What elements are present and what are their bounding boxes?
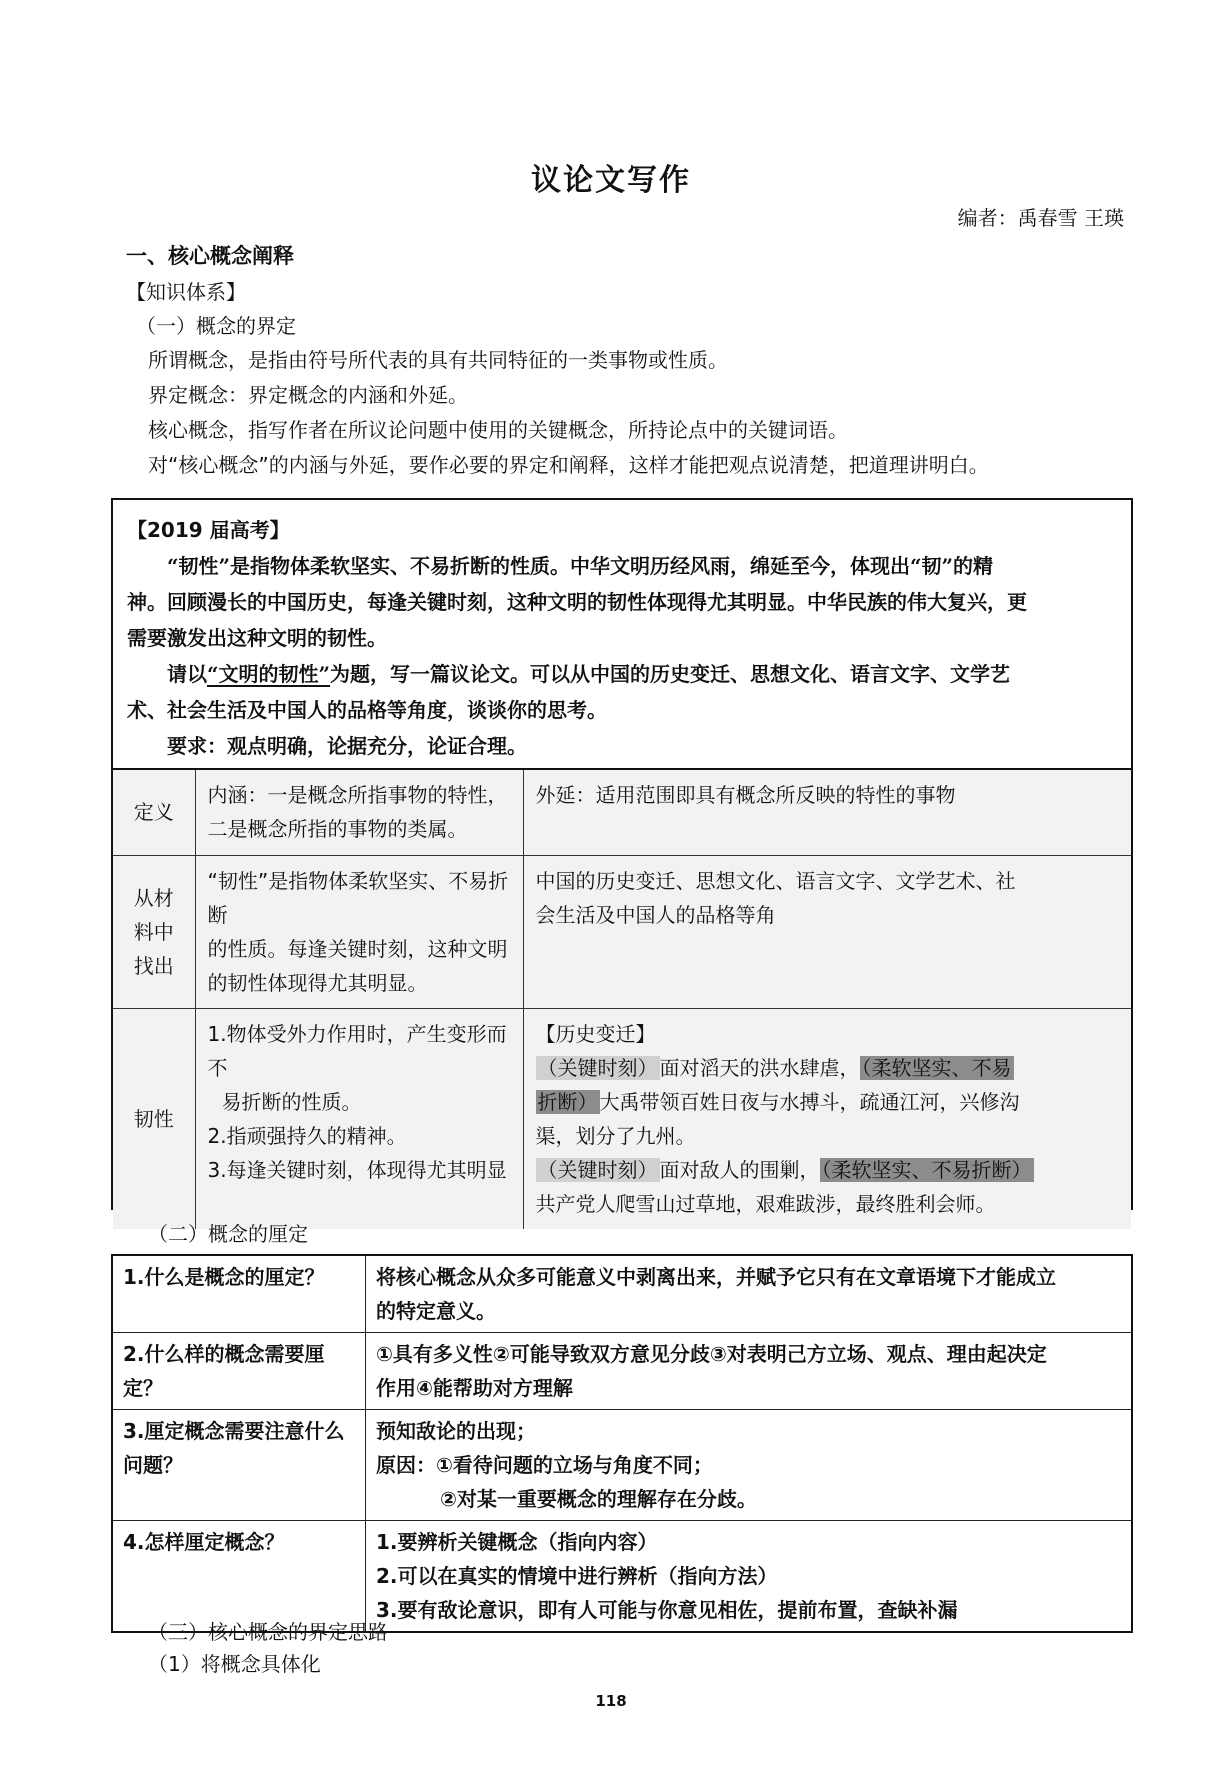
cell-line: 渠，划分了九州。 bbox=[535, 1123, 696, 1148]
question-cell: 4.怎样厘定概念？ bbox=[112, 1521, 366, 1633]
row-label: 韧性 bbox=[113, 1008, 195, 1229]
answer-line: 作用④能帮助对方理解 bbox=[376, 1376, 573, 1400]
answer-line: 预知敌论的出现； bbox=[376, 1419, 536, 1443]
question-cell: 3.厘定概念需要注意什么问题？ bbox=[112, 1410, 366, 1521]
label-line: 料中 bbox=[133, 919, 174, 944]
answer-line: 的特定意义。 bbox=[376, 1299, 496, 1323]
row-label bbox=[113, 855, 195, 1008]
resilience-meaning-cell bbox=[195, 1008, 523, 1229]
page-title: 议论文写作 bbox=[531, 163, 691, 198]
label-line: 从材 bbox=[133, 885, 174, 910]
cell-line bbox=[536, 1051, 1120, 1085]
prompt-line: 神。回顾漫长的中国历史，每逢关键时刻，这种文明的韧性体现得尤其明显。中华民族的伟大复兴，更 bbox=[127, 590, 1027, 614]
cell-line: 3.每逢关键时刻，体现得尤其明显 bbox=[207, 1157, 507, 1182]
exam-prompt bbox=[127, 548, 1119, 764]
cell-line: 会生活及中国人的品格等角 bbox=[535, 902, 776, 927]
cell-line: 共产党人爬雪山过草地，艰难跋涉，最终胜利会师。 bbox=[535, 1191, 996, 1216]
prompt-line: 术、社会生活及中国人的品格等角度，谈谈你的思考。 bbox=[127, 698, 607, 722]
table-row bbox=[113, 1008, 1131, 1229]
example-text: 面对滔天的洪水肆虐， bbox=[659, 1055, 860, 1080]
material-cell bbox=[195, 855, 523, 1008]
table-row bbox=[112, 1333, 1132, 1410]
author-line: 编者：禹春雪 王瑛 bbox=[957, 206, 1124, 230]
knowledge-label: 【知识体系】 bbox=[126, 280, 246, 304]
exam-box bbox=[111, 498, 1133, 1216]
cell-line: 的韧性体现得尤其明显。 bbox=[207, 970, 428, 995]
cell-line: 内涵：一是概念所指事物的特性， bbox=[207, 783, 508, 807]
requirement-line: 要求：观点明确，论据充分，论证合理。 bbox=[167, 734, 527, 758]
answer-cell bbox=[366, 1255, 1133, 1333]
subsection-title: （三）核心概念的界定思路 bbox=[148, 1620, 388, 1644]
answer-line: ①具有多义性②可能导致双方意见分歧③对表明己方立场、观点、理由起决定 bbox=[376, 1342, 1047, 1366]
cell-line bbox=[536, 1153, 1120, 1187]
example-text: 大禹带领百姓日夜与水搏斗，疏通江河，兴修沟 bbox=[599, 1089, 1020, 1114]
table-row bbox=[112, 1410, 1132, 1521]
table-row bbox=[113, 855, 1131, 1008]
prompt-line: “韧性”是指物体柔软坚实、不易折断的性质。中华文明历经风雨，绵延至今，体现出“韧”的精 bbox=[167, 554, 994, 578]
answer-cell bbox=[366, 1333, 1133, 1410]
text-line: 所谓概念，是指由符号所代表的具有共同特征的一类事物或性质。 bbox=[148, 348, 728, 372]
answer-cell bbox=[366, 1521, 1133, 1633]
prompt-post: 为题，写一篇议论文。可以从中国的历史变迁、思想文化、语言文字、文学艺 bbox=[330, 662, 1011, 686]
answer-line: 3.要有敌论意识，即有人可能与你意见相佐，提前布置，查缺补漏 bbox=[376, 1598, 958, 1622]
prompt-pre: 请以 bbox=[167, 662, 207, 686]
cell-line: 易折断的性质。 bbox=[221, 1089, 362, 1114]
cell-line: 1.物体受外力作用时，产生变形而不 bbox=[207, 1021, 507, 1080]
answer-line: 将核心概念从众多可能意义中剥离出来，并赋予它只有在文章语境下才能成立 bbox=[376, 1265, 1056, 1289]
subsection-title: （二）概念的厘定 bbox=[148, 1222, 308, 1246]
material-scope-cell bbox=[523, 855, 1131, 1008]
concept-table bbox=[113, 768, 1131, 1229]
prompt-line: 需要激发出这种文明的韧性。 bbox=[127, 626, 387, 650]
cell-line: 2.指顽强持久的精神。 bbox=[207, 1123, 407, 1148]
text-line: 对“核心概念”的内涵与外延，要作必要的界定和阐释，这样才能把观点说清楚，把道理讲明白。 bbox=[148, 453, 989, 477]
subsection-item: （1）将概念具体化 bbox=[148, 1652, 321, 1676]
category-tag: 【历史变迁】 bbox=[535, 1021, 656, 1046]
cell-line: 的性质。每逢关键时刻，这种文明 bbox=[207, 936, 508, 961]
essay-topic: “文明的韧性” bbox=[207, 662, 331, 686]
cell-line: “韧性”是指物体柔软坚实、不易折断 bbox=[207, 868, 509, 927]
row-label: 定义 bbox=[113, 769, 195, 855]
answer-line: 原因：①看待问题的立场与角度不同； bbox=[376, 1453, 713, 1477]
question-cell: 1.什么是概念的厘定？ bbox=[112, 1255, 366, 1333]
answer-line: 1.要辨析关键概念（指向内容） bbox=[376, 1530, 658, 1554]
highlight-text: （柔软坚实、不易折断） bbox=[821, 1157, 1032, 1182]
connotation-cell bbox=[195, 769, 523, 855]
denotation-cell: 外延：适用范围即具有概念所反映的特性的事物 bbox=[523, 769, 1131, 855]
page-number: 118 bbox=[595, 1692, 627, 1710]
history-example-cell bbox=[523, 1008, 1131, 1229]
table-row bbox=[112, 1255, 1132, 1333]
cell-line bbox=[536, 1085, 1120, 1119]
answer-line: 2.可以在真实的情境中进行辨析（指向方法） bbox=[376, 1564, 778, 1588]
subsection-title: （一）概念的界定 bbox=[136, 314, 296, 338]
highlight-text: 折断） bbox=[537, 1089, 598, 1114]
highlight-text: （柔软坚实、不易 bbox=[861, 1055, 1012, 1080]
key-moment-tag: （关键时刻） bbox=[537, 1157, 658, 1182]
exam-heading: 【2019 届高考】 bbox=[127, 518, 290, 542]
key-moment-tag: （关键时刻） bbox=[537, 1055, 658, 1080]
answer-line: ②对某一重要概念的理解存在分歧。 bbox=[440, 1487, 757, 1511]
definition-table bbox=[111, 1254, 1133, 1633]
label-line: 找出 bbox=[133, 953, 174, 978]
table-row bbox=[113, 769, 1131, 855]
answer-cell bbox=[366, 1410, 1133, 1521]
text-line: 界定概念：界定概念的内涵和外延。 bbox=[148, 383, 468, 407]
section-heading: 一、核心概念阐释 bbox=[126, 244, 294, 268]
example-text: 面对敌人的围剿， bbox=[659, 1157, 820, 1182]
prompt-line bbox=[127, 656, 1119, 692]
question-cell: 2.什么样的概念需要厘定？ bbox=[112, 1333, 366, 1410]
text-line: 核心概念，指写作者在所议论问题中使用的关键概念，所持论点中的关键词语。 bbox=[148, 418, 848, 442]
cell-line: 中国的历史变迁、思想文化、语言文字、文学艺术、社 bbox=[535, 868, 1016, 893]
cell-line: 二是概念所指的事物的类属。 bbox=[207, 817, 468, 841]
